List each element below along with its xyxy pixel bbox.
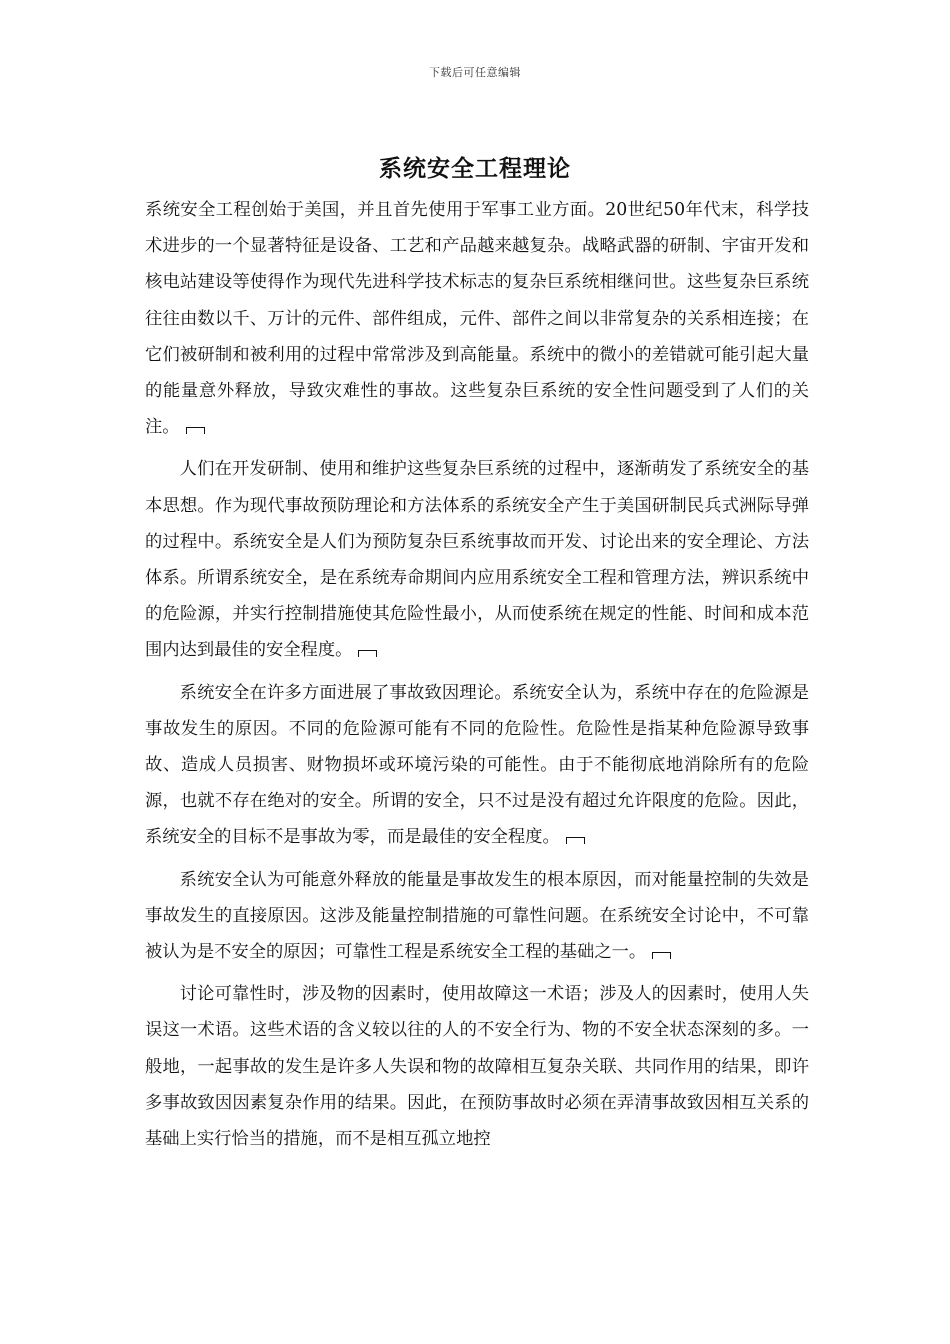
paragraph-mark-icon — [566, 837, 585, 844]
document-title: 系统安全工程理论 — [379, 155, 571, 182]
paragraph-text: 讨论可靠性时，涉及物的因素时，使用故障这一术语；涉及人的因素时，使用人失误这一术语。这些术语的含义较以往的人的不安全行为、物的不安全状态深刻的多。一般地，一起事故的发生是许多人失误和物的故障相互复杂关联、共同作用的结果，即许多事故致因因素复杂作用的结果。因此，在预防事故时必须在弄清事故致因相互关系的基础上实行恰当的措施，而不是相互孤立地控 — [145, 984, 809, 1150]
document-body — [145, 192, 809, 1163]
paragraph-text: 系统安全工程创始于美国，并且首先使用于军事工业方面。20世纪50年代末，科学技术进步的一个显著特征是设备、工艺和产品越来越复杂。战略武器的研制、宇宙开发和核电站建设等使得作为现代先进科学技术标志的复杂巨系统相继问世。这些复杂巨系统往往由数以千、万计的元件、部件组成，元件、部件之间以非常复杂的关系相连接；在它们被研制和被利用的过程中常常涉及到高能量。系统中的微小的差错就可能引起大量的能量意外释放，导致灾难性的事故。这些复杂巨系统的安全性问题受到了人们的关注。 — [145, 200, 809, 438]
paragraph — [145, 862, 809, 971]
paragraph-text: 系统安全认为可能意外释放的能量是事故发生的根本原因，而对能量控制的失效是事故发生的直接原因。这涉及能量控制措施的可靠性问题。在系统安全讨论中，不可靠被认为是不安全的原因；可靠性工程是系统安全工程的基础之一。 — [145, 869, 809, 963]
paragraph-mark-icon — [358, 650, 377, 657]
paragraph — [145, 192, 809, 445]
paragraph — [145, 976, 809, 1157]
paragraph — [145, 451, 809, 668]
paragraph-text: 人们在开发研制、使用和维护这些复杂巨系统的过程中，逐渐萌发了系统安全的基本思想。作为现代事故预防理论和方法体系的系统安全产生于美国研制民兵式洲际导弹的过程中。系统安全是人们为预防复杂巨系统事故而开发、讨论出来的安全理论、方法体系。所谓系统安全，是在系统寿命期间内应用系统安全工程和管理方法，辨识系统中的危险源，并实行控制措施使其危险性最小，从而使系统在规定的性能、时间和成本范围内达到最佳的安全程度。 — [145, 459, 809, 661]
paragraph-mark-icon — [186, 427, 205, 434]
paragraph — [145, 675, 809, 856]
header-note: 下载后可任意编辑 — [429, 66, 521, 79]
paragraph-mark-icon — [652, 952, 671, 959]
paragraph-text: 系统安全在许多方面进展了事故致因理论。系统安全认为，系统中存在的危险源是事故发生的原因。不同的危险源可能有不同的危险性。危险性是指某种危险源导致事故、造成人员损害、财物损坏或环境污染的可能性。由于不能彻底地消除所有的危险源，也就不存在绝对的安全。所谓的安全，只不过是没有超过允许限度的危险。因此，系统安全的目标不是事故为零，而是最佳的安全程度。 — [145, 682, 809, 848]
